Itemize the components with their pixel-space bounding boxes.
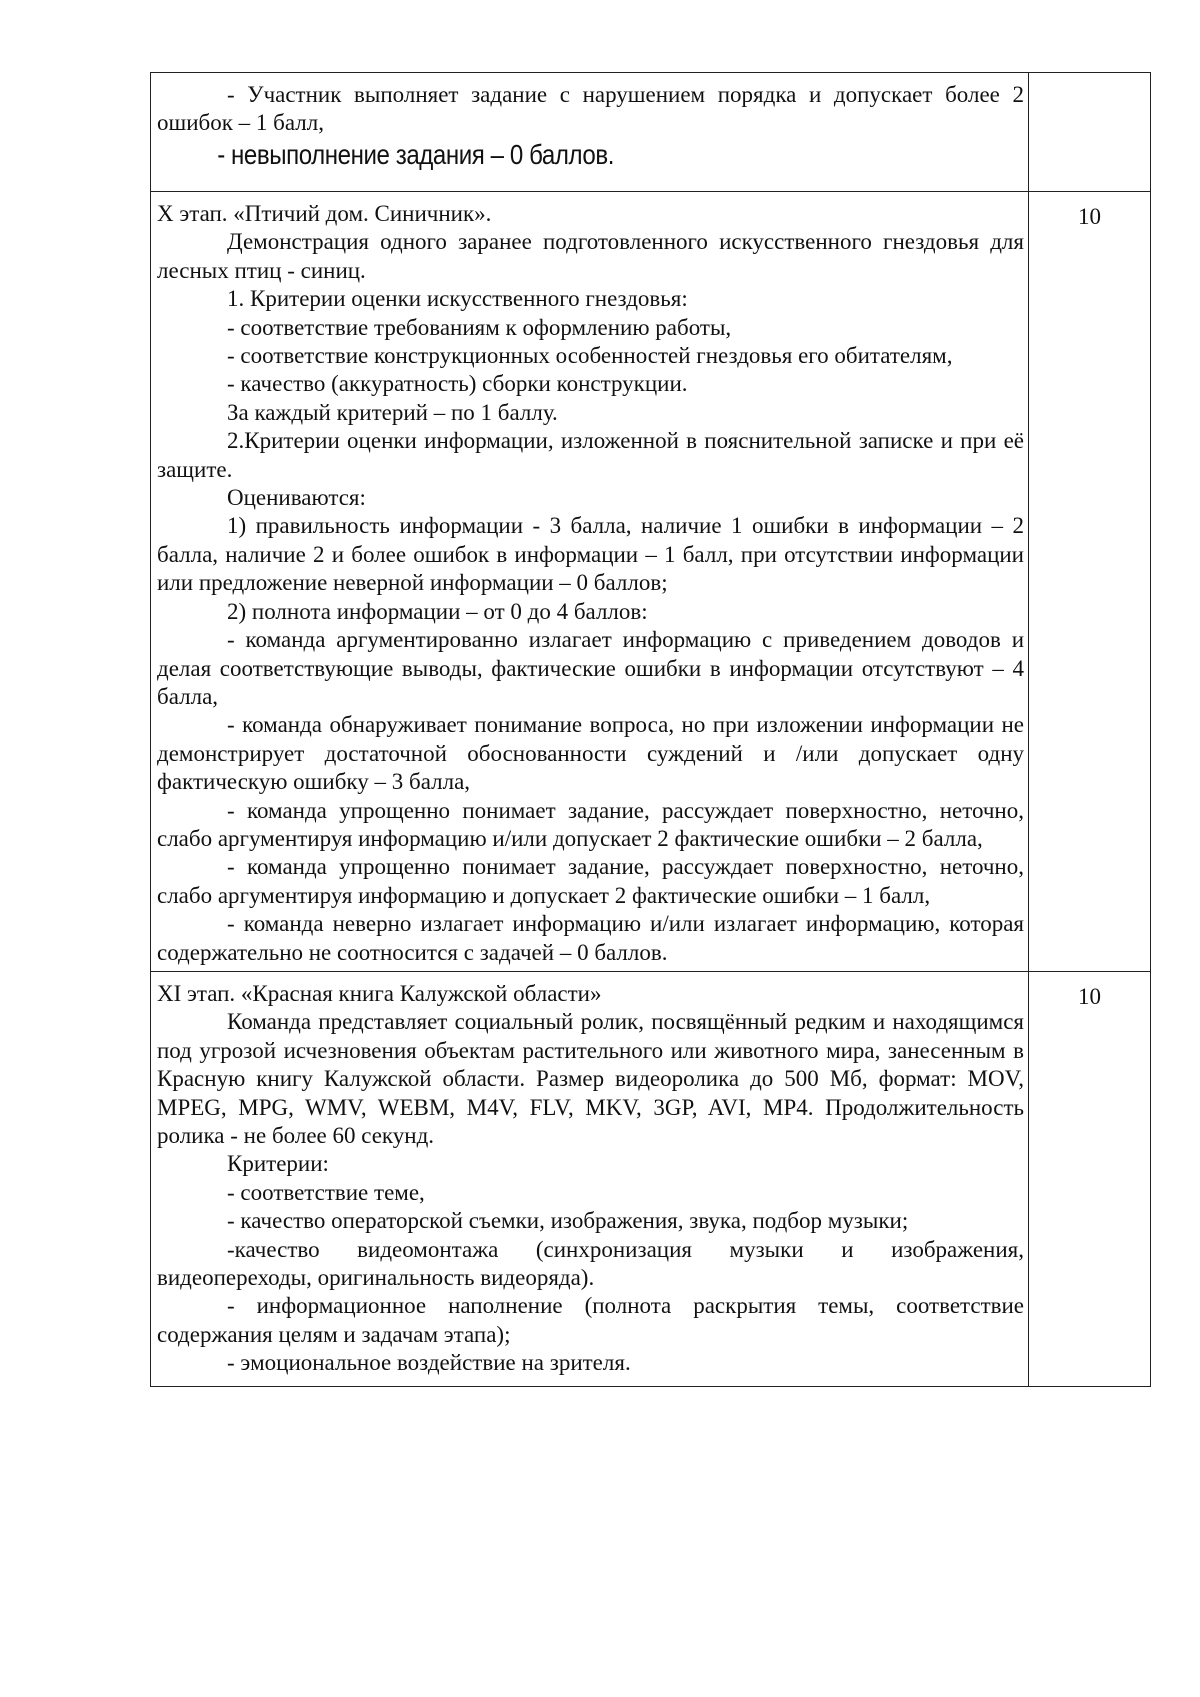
paragraph: Демонстрация одного заранее подготовленного искусственного гнездовья для лесных птиц - синиц. [157, 229, 1024, 283]
paragraph: Команда представляет социальный ролик, посвящённый редким и находящимся под угрозой исчезновения объектам растительного или животного мира, занесенным в Красную книгу Калужской области. Размер видеоролика до 500 Мб, формат: MOV, MPEG, MPG, WMV, WEBM, M4V, FLV, MKV, 3GP, AVI, MP4. Продолжительность ролика - не более 60 секунд. [157, 1009, 1024, 1148]
paragraph: - команда упрощенно понимает задание, рассуждает поверхностно, неточно, слабо аргументируя информацию и допускает 2 фактические ошибки – 1 балл, [157, 854, 1024, 908]
paragraph: 2.Критерии оценки информации, изложенной в пояснительной записке и при её защите. [157, 428, 1024, 482]
paragraph: Критерии: [227, 1151, 329, 1177]
paragraph: - невыполнение задания – 0 баллов. [217, 138, 614, 170]
paragraph: 1) правильность информации - 3 балла, наличие 1 ошибки в информации – 2 балла, наличие 2 и более ошибок в информации – 1 балл, при отсутствии информации или предложение неверной информации – 0 баллов; [157, 513, 1024, 596]
paragraph: - команда неверно излагает информацию и/или излагает информацию, которая содержательно не соотносится с задачей – 0 баллов. [157, 911, 1024, 965]
row-text-cell [151, 971, 1029, 1386]
section-title: X этап. «Птичий дом. Синичник». [157, 201, 492, 226]
paragraph: - соответствие теме, [227, 1179, 425, 1205]
criteria-table [150, 72, 1151, 1387]
section-title: XI этап. «Красная книга Калужской области» [157, 980, 602, 1006]
paragraph: За каждый критерий – по 1 баллу. [227, 399, 558, 425]
row-score-cell [1029, 971, 1151, 1386]
row-text-cell [151, 73, 1029, 192]
paragraph: - команда обнаруживает понимание вопроса, но при изложении информации не демонстрирует достаточной обоснованности суждений и /или допускает одну фактическую ошибку – 3 балла, [157, 712, 1024, 795]
paragraph: - качество операторской съемки, изображения, звука, подбор музыки; [227, 1208, 909, 1234]
row-score-cell [1029, 192, 1151, 972]
paragraph: - Участник выполняет задание с нарушением порядка и допускает более 2 ошибок – 1 балл, [157, 82, 1024, 136]
table-row [151, 971, 1151, 1386]
table-row [151, 73, 1151, 192]
table-row [151, 192, 1151, 972]
paragraph: - эмоциональное воздействие на зрителя. [227, 1350, 631, 1376]
paragraph: - соответствие требованиям к оформлению работы, [227, 314, 732, 340]
paragraph: -качество видеомонтажа (синхронизация музыки и изображения, видеопереходы, оригинальность видеоряда). [157, 1236, 1024, 1291]
paragraph: - соответствие конструкционных особенностей гнездовья его обитателям, [227, 343, 953, 369]
score-value [1029, 73, 1150, 85]
paragraph: - информационное наполнение (полнота раскрытия темы, соответствие содержания целям и задачам этапа); [157, 1293, 1024, 1347]
paragraph: - команда упрощенно понимает задание, рассуждает поверхностно, неточно, слабо аргументируя информацию и/или допускает 2 фактические ошибки – 2 балла, [157, 797, 1024, 851]
paragraph: - команда аргументированно излагает информацию с приведением доводов и делая соответствующие выводы, фактические ошибки в информации отсутствуют – 4 балла, [157, 627, 1024, 709]
score-value: 10 [1078, 983, 1101, 1009]
score-value: 10 [1078, 204, 1101, 229]
paragraph: Оцениваются: [227, 485, 366, 511]
paragraph: 1. Критерии оценки искусственного гнездовья: [227, 286, 688, 312]
row-score-cell [1029, 73, 1151, 192]
paragraph: - качество (аккуратность) сборки конструкции. [227, 371, 688, 397]
paragraph: 2) полнота информации – от 0 до 4 баллов: [227, 598, 648, 624]
row-text-cell [151, 192, 1029, 972]
